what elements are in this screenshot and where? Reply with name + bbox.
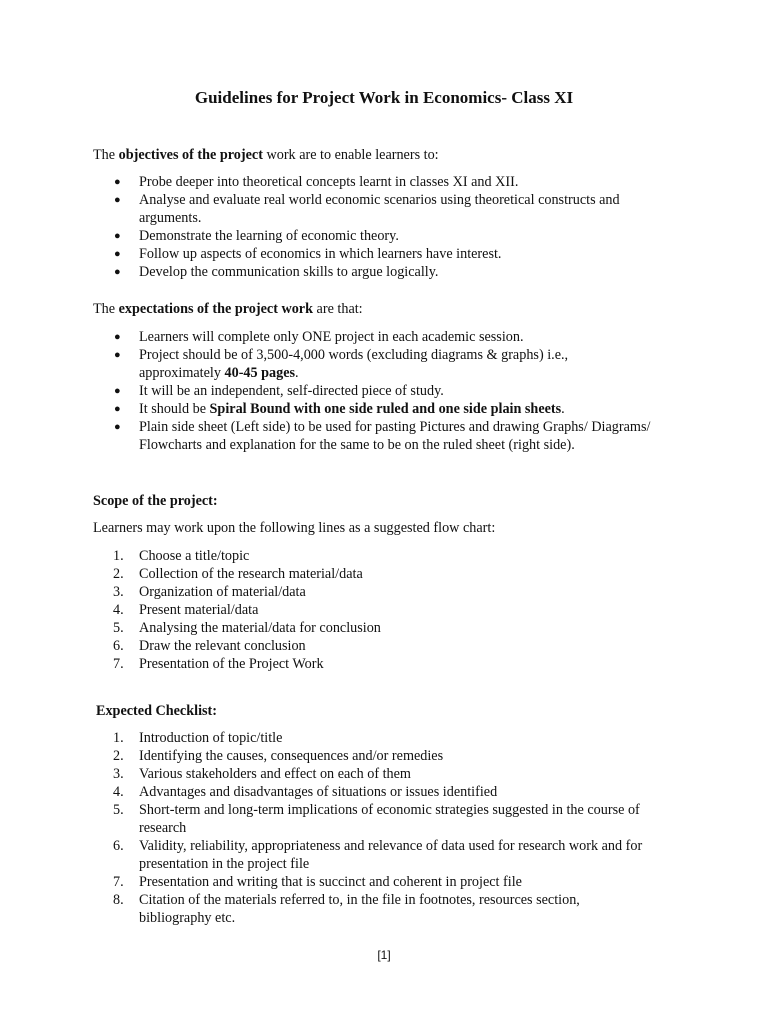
list-item: ● Follow up aspects of economics in which learners have interest. bbox=[93, 245, 653, 263]
list-item: 3. Organization of material/data bbox=[113, 584, 306, 600]
list-item: 1. Choose a title/topic bbox=[113, 548, 250, 564]
page-title: Guidelines for Project Work in Economics- Class XI bbox=[194, 88, 574, 107]
scope-intro: Learners may work upon the following lines as a suggested flow chart: bbox=[93, 520, 496, 536]
list-item: 5. Short-term and long-term implications of economic strategies suggested in the course of research bbox=[113, 802, 640, 836]
list-item: 2. Identifying the causes, consequences and/or remedies bbox=[113, 748, 444, 764]
page-number: [1] bbox=[377, 948, 391, 962]
list-item: ● It will be an independent, self-directed piece of study. bbox=[93, 382, 653, 400]
list-item: 6. Validity, reliability, appropriateness and relevance of data used for research work and for presentation in the project file bbox=[113, 838, 643, 872]
list-item: ● Project should be of 3,500-4,000 words (excluding diagrams & graphs) i.e., approximately 40-45 pages. bbox=[93, 346, 653, 382]
list-item: 5. Analysing the material/data for conclusion bbox=[113, 620, 381, 636]
list-item: 8. Citation of the materials referred to, in the file in footnotes, resources section, bibliography etc. bbox=[113, 892, 580, 926]
scope-heading: Scope of the project: bbox=[93, 493, 218, 509]
list-item: 2. Collection of the research material/data bbox=[113, 566, 363, 582]
list-item: ● It should be Spiral Bound with one side ruled and one side plain sheets. bbox=[93, 400, 653, 418]
list-item: ● Develop the communication skills to argue logically. bbox=[93, 263, 653, 281]
list-item: 3. Various stakeholders and effect on each of them bbox=[113, 766, 411, 782]
list-item: ● Plain side sheet (Left side) to be used for pasting Pictures and drawing Graphs/ Diagrams/ Flowcharts and explanation for the same to be on the ruled sheet (right side). bbox=[93, 418, 653, 454]
list-item: 7. Presentation and writing that is succinct and coherent in project file bbox=[113, 874, 522, 890]
checklist-list bbox=[93, 729, 653, 927]
list-item: ● Learners will complete only ONE project in each academic session. bbox=[93, 328, 653, 346]
list-item: ● Demonstrate the learning of economic theory. bbox=[93, 227, 653, 245]
objectives-list bbox=[93, 173, 653, 281]
list-item: 7. Presentation of the Project Work bbox=[113, 656, 324, 672]
scope-list bbox=[93, 547, 653, 673]
list-item: 4. Present material/data bbox=[113, 602, 259, 618]
expectations-intro: The expectations of the project work are that: bbox=[93, 301, 363, 317]
list-item: ● Analyse and evaluate real world economic scenarios using theoretical constructs and arguments. bbox=[93, 191, 653, 227]
list-item: ● Probe deeper into theoretical concepts learnt in classes XI and XII. bbox=[93, 173, 653, 191]
objectives-intro: The objectives of the project work are to enable learners to: bbox=[93, 147, 439, 163]
expectations-list bbox=[93, 328, 653, 454]
checklist-heading: Expected Checklist: bbox=[96, 703, 217, 719]
list-item: 1. Introduction of topic/title bbox=[113, 730, 283, 746]
list-item: 6. Draw the relevant conclusion bbox=[113, 638, 306, 654]
list-item: 4. Advantages and disadvantages of situations or issues identified bbox=[113, 784, 498, 800]
